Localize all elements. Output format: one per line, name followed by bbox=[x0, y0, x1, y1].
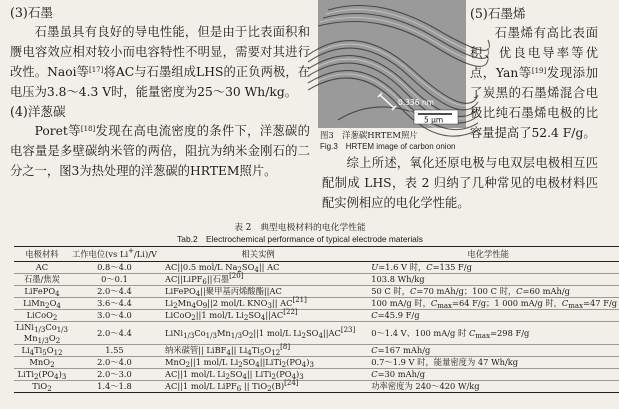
table-row: AC 0.8～4.0 AC||0.5 mol/L $Na_2SO_4||$ AC U=1.6 V 时，C=135 F/g bbox=[14, 262, 619, 274]
table-title-zh: 表 2 典型电极材料的电化学性能 bbox=[234, 223, 366, 233]
measure-label: 0.336 nm bbox=[398, 98, 434, 107]
summary-paragraph: 综上所述，氧化还原电极与电双层电极相互匹配制成 LHS，表 2 归纳了几种常见的电极材料匹配实例相应的电化学性能。 bbox=[322, 156, 598, 210]
table-row: LiCoO$_2$ 3.0～4.0 LiCoO$_2$||1 mol/L $Li_2SO_4||AC[22]$ C=45.9 F/g bbox=[14, 310, 619, 322]
header-potential: 工作电位(vs Li+/Li)/V bbox=[71, 246, 157, 259]
table-row: $Li_4Ti_5O_{12}$ 1.55 纳米碳管|| LiBF$_4$|| $Li_4Ti_5O_{12}[8]$ C=167 mAh/g bbox=[14, 345, 619, 357]
right-column bbox=[470, 4, 598, 143]
figure-caption-en: Fig.3 HRTEM image of carbon onion bbox=[320, 142, 456, 151]
section5-heading: (5)石墨烯 bbox=[470, 6, 526, 21]
table-row: LiFePO$_4$ 2.0～4.4 LiFePO$_4$||聚甲基丙烯酸酯||AC 50 C 时，C=70 mAh/g；100 C 时，C=60 mAh/g bbox=[14, 286, 619, 298]
table-row: $LiTi_2(PO_4)_3$ 2.0～3.0 AC||1 mol/L $Li_2SO_4||$ $LiTi_2(PO_4)_3$ C=30 mAh/g bbox=[14, 369, 619, 381]
figure-caption-zh: 图3 洋葱碳HRTEM照片 bbox=[320, 130, 418, 140]
section4-paragraph: Poret等[18]发现在高电流密度的条件下，洋葱碳的电容量是多壁碳纳米管的两倍，阻抗为纳米金刚石的二分之一，图3为热处理的洋葱碳的HRTEM照片。 bbox=[10, 124, 310, 178]
header-material: 电极材料 bbox=[25, 248, 59, 259]
electrode-materials-table bbox=[14, 246, 619, 393]
table-header-row bbox=[14, 247, 619, 262]
hrtem-image bbox=[318, 0, 466, 128]
header-example: 相关实例 bbox=[241, 248, 275, 259]
section3-heading: (3)石墨 bbox=[10, 5, 54, 20]
table-row: TiO$_2$ 1.4～1.8 AC||1 mol/L LiPF$_6$ || TiO$_2$(B)[24] 功率密度为 240～420 W/kg bbox=[14, 381, 619, 393]
left-column bbox=[10, 3, 310, 181]
section4-heading: (4)洋葱碳 bbox=[10, 104, 66, 119]
table-row: 石墨/焦炭 0～0.1 AC||LiPF$_6$||石墨[20] 103.8 Wh/kg bbox=[14, 274, 619, 286]
table-row: $LiMn_2O_4$ 3.6～4.4 $Li_2Mn_4O_9||2$ mol/L $KNO_3||$ AC[21] 100 mA/g 时，$C_{max}=64$ F/g；1 000 mA/g 时，$C_{max}=47$ F/g bbox=[14, 298, 619, 310]
scale-label: 5 μm bbox=[424, 115, 444, 125]
table-row: $LiNi_{1/3}Co_{1/3}$ $Mn_{1/3}O_2$ 2.0～4.4 $LiNi_{1/3}Co_{1/3}Mn_{1/3}O_2||1$ mol/L $Li_2SO_4||AC[23]$ 0～1.4 V、100 mA/g 时 $C_{max}=298$ F/g bbox=[14, 322, 619, 345]
table-title-en: Tab.2 Electrochemical performance of typical electrode materials bbox=[177, 234, 423, 244]
header-performance: 电化学性能 bbox=[467, 248, 509, 259]
section5-paragraph: 石墨烯有高比表面积、优良电导率等优点，Yan等[19]发现添加了炭黑的石墨烯混合电极比纯石墨烯电极的比容量提高了52.4 F/g。 bbox=[470, 26, 598, 140]
table-row: MnO$_2$ 2.0～4.0 MnO$_2$||1 mol/L $Li_2SO_4||LiTi_2(PO_4)_3$ 0.7～1.9 V 时，能量密度为 47 Wh/kg bbox=[14, 357, 619, 369]
summary-column bbox=[322, 153, 598, 213]
section3-paragraph: 石墨虽具有良好的导电性能，但是由于比表面积和赝电容效应相对较小而电容特性不明显，需要对其进行改性。Naoi等[17]将AC与石墨组成LHS的正负两极，在电压为3.8～4.3 V时，能量密度为25～30 Wh/kg。 bbox=[10, 25, 310, 99]
figure-3 bbox=[318, 0, 466, 160]
